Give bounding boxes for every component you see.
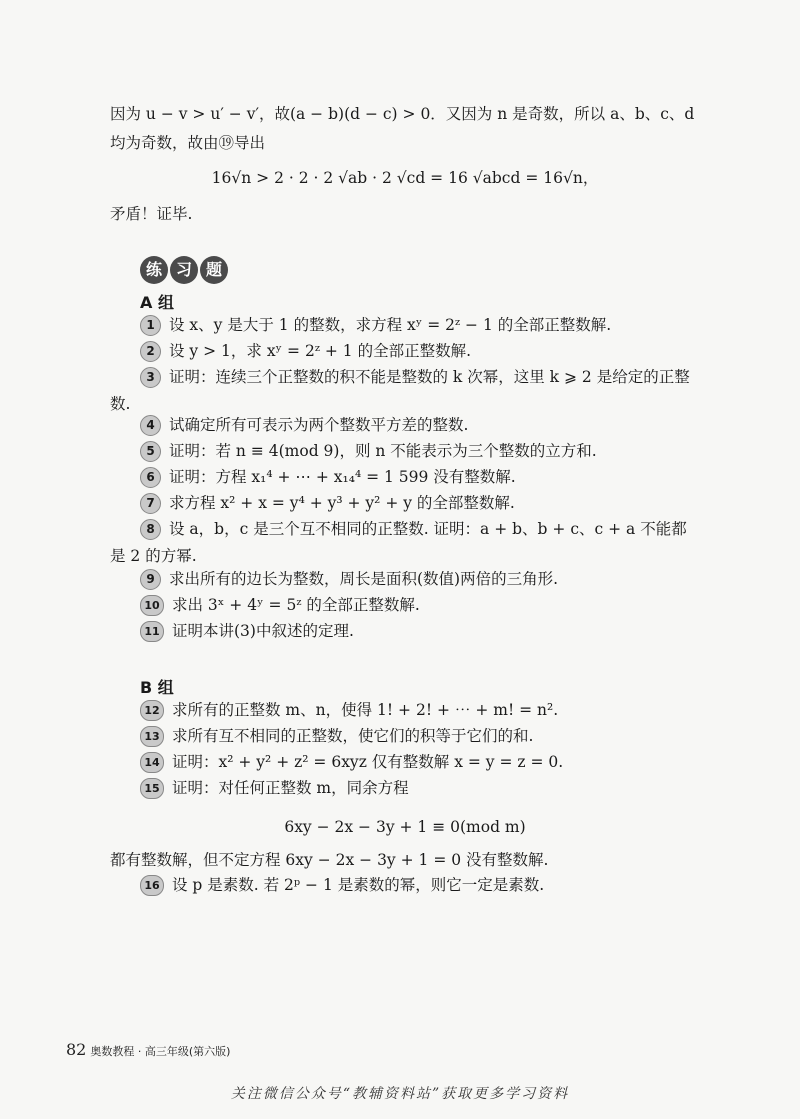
book-title: 奥数教程 · 高三年级(第六版) xyxy=(90,1045,231,1058)
exercise-14 xyxy=(110,749,700,776)
group-b-title: B 组 xyxy=(140,678,174,697)
exercise-section-header xyxy=(140,256,228,288)
exercise-text: 证明：连续三个正整数的积不能是整数的 k 次幂，这里 k ⩾ 2 是给定的正整数. xyxy=(110,368,690,413)
exercise-12 xyxy=(110,697,700,724)
exercise-6 xyxy=(110,464,700,491)
intro-equation: 16√n > 2 · 2 · 2 √ab · 2 √cd = 16 √abcd = 16√n， xyxy=(211,169,599,187)
exercise-text: 设 p 是素数. 若 2ᵖ − 1 是素数的幂，则它一定是素数. xyxy=(172,876,545,894)
exercise-text: 证明本讲(3)中叙述的定理. xyxy=(172,622,354,640)
exercise-number: 1 xyxy=(140,315,161,336)
exercise-number: 7 xyxy=(140,493,161,514)
exercise-text: 证明：若 n ≡ 4(mod 9)，则 n 不能表示为三个整数的立方和. xyxy=(169,442,597,460)
exercise-number: 2 xyxy=(140,341,161,362)
exercise-13 xyxy=(110,723,700,750)
intro-conclusion: 矛盾！证毕. xyxy=(110,205,193,223)
exercise-10 xyxy=(110,592,700,619)
exercise-number: 9 xyxy=(140,569,161,590)
exercise-text: 求方程 x² + x = y⁴ + y³ + y² + y 的全部整数解. xyxy=(169,494,515,512)
exercise-number: 5 xyxy=(140,441,161,462)
exercise-text: 证明：方程 x₁⁴ + ⋯ + x₁₄⁴ = 1 599 没有整数解. xyxy=(169,468,516,486)
exercise-text: 求出 3ˣ + 4ʸ = 5ᶻ 的全部正整数解. xyxy=(172,596,420,614)
exercise-text: 试确定所有可表示为两个整数平方差的整数. xyxy=(169,416,469,434)
page-footer xyxy=(66,1040,230,1059)
exercise-text: 设 x、y 是大于 1 的整数，求方程 xʸ = 2ᶻ − 1 的全部正整数解. xyxy=(169,316,612,334)
exercise-text: 证明：对任何正整数 m，同余方程 xyxy=(172,779,409,797)
header-char: 题 xyxy=(200,256,228,284)
exercise-text: 设 y > 1，求 xʸ = 2ᶻ + 1 的全部正整数解. xyxy=(169,342,472,360)
exercise-number: 15 xyxy=(140,778,164,799)
exercise-number: 11 xyxy=(140,621,164,642)
intro-paragraph: 因为 u − v > u′ − v′，故(a − b)(d − c) > 0．又因为 n 是奇数，所以 a、b、c、d 均为奇数，故由⑲导出 xyxy=(110,105,695,152)
exercise-5 xyxy=(110,438,700,465)
exercise-text: 证明：x² + y² + z² = 6xyz 仅有整数解 x = y = z = 0. xyxy=(172,753,564,771)
exercise-2 xyxy=(110,338,700,365)
exercise-11 xyxy=(110,618,700,645)
watermark-text: 关注微信公众号“教辅资料站”获取更多学习资料 xyxy=(230,1086,570,1102)
header-char: 习 xyxy=(170,256,198,284)
exercise-text: 求所有互不相同的正整数，使它们的积等于它们的和. xyxy=(172,727,534,745)
exercise-number: 3 xyxy=(140,367,161,388)
exercise-number: 13 xyxy=(140,726,164,747)
exercise-15-continuation: 都有整数解，但不定方程 6xy − 2x − 3y + 1 = 0 没有整数解. xyxy=(110,851,549,869)
exercise-8 xyxy=(110,516,700,570)
exercise-number: 4 xyxy=(140,415,161,436)
exercise-number: 8 xyxy=(140,519,161,540)
exercise-number: 14 xyxy=(140,752,164,773)
exercise-number: 12 xyxy=(140,700,164,721)
exercise-text: 求出所有的边长为整数，周长是面积(数值)两倍的三角形. xyxy=(169,570,559,588)
exercise-3 xyxy=(110,364,700,418)
page-number: 82 xyxy=(66,1040,87,1059)
exercise-4 xyxy=(110,412,700,439)
header-char: 练 xyxy=(140,256,168,284)
group-a-title: A 组 xyxy=(140,293,174,312)
exercise-15-congruence: 6xy − 2x − 3y + 1 ≡ 0(mod m) xyxy=(284,818,526,836)
exercise-1 xyxy=(110,312,700,339)
exercise-number: 16 xyxy=(140,875,164,896)
exercise-text: 求所有的正整数 m、n，使得 1! + 2! + ⋯ + m! = n². xyxy=(172,701,559,719)
exercise-15 xyxy=(110,775,700,802)
exercise-number: 6 xyxy=(140,467,161,488)
exercise-16 xyxy=(110,872,700,899)
exercise-9 xyxy=(110,566,700,593)
exercise-number: 10 xyxy=(140,595,164,616)
exercise-text: 设 a，b，c 是三个互不相同的正整数. 证明：a + b、b + c、c + a 不能都是 2 的方幂. xyxy=(110,520,687,565)
exercise-7 xyxy=(110,490,700,517)
